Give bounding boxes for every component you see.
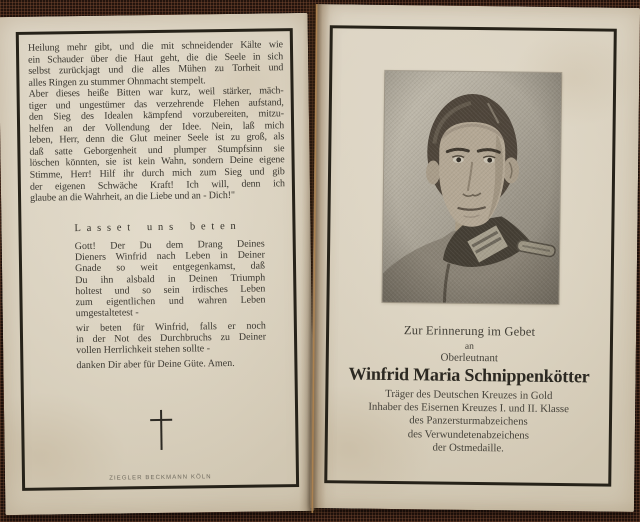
text-line: selbst zurückjagt und die alles Mühen zu Torheit und	[28, 62, 284, 77]
prayer-paragraph-2	[76, 320, 266, 357]
text-line: vollen Herrlichkeit stehen sollte -	[76, 343, 211, 357]
text-line: des Verwundetenabzeichens	[407, 427, 530, 442]
text-line: tiger und ungestümer das verzehrende Flehen aufstand,	[28, 96, 284, 112]
memorial-honors-list	[328, 387, 610, 456]
opening-paragraph-1	[28, 39, 284, 89]
prayer-text	[75, 238, 267, 371]
right-page	[310, 4, 640, 512]
printer-imprint: ZIEGLER BECKMANN KÖLN	[109, 474, 212, 482]
opening-text	[28, 39, 285, 204]
right-page-frame	[324, 25, 617, 486]
text-line: glaube an die Wahrheit, an die Liebe und an - Dich!"	[29, 190, 235, 204]
text-line: Stimme, Herr! Hilf ihr durch mich zum Sieg und gib	[29, 166, 285, 181]
text-line: Dieners Winfrid nach Leben in Deiner	[74, 249, 265, 264]
text-line: umgestaltetest -	[75, 307, 139, 320]
opening-paragraph-2	[29, 85, 286, 204]
text-line: wir beten für Winfrid, falls er noch	[75, 320, 266, 334]
left-page	[0, 13, 314, 515]
text-line: Aber dieses heiße Bitten war kurz, weil stärker, mäch-	[28, 85, 284, 100]
text-line: Träger des Deutschen Kreuzes in Gold	[385, 387, 553, 402]
text-line: Heilung mehr gibt, und die mit schneidender Kälte wie	[27, 39, 284, 54]
text-line: zum eigentlichen und wahren Leben	[75, 294, 266, 309]
prayer-heading: Lasset uns beten	[74, 220, 242, 234]
text-line: in der Not des Durchbruchs zu Deiner	[75, 331, 267, 346]
portrait-illustration	[382, 71, 561, 304]
text-line: den Sieg des Idealen kämpfend vorzubereiten, mitzu-	[28, 108, 284, 124]
text-line: Gnade so weit entgegenkamst, daß	[74, 260, 266, 275]
text-line: ein Schauder über die Haut geht, die die Seele in sich	[28, 50, 284, 66]
text-line: daß satte Geborgenheit und plumper Stumpfsinn sie	[29, 143, 285, 158]
text-line: helfen an der Vollendung der Idee. Nein, laß mich	[29, 120, 285, 135]
text-line: alles Ringen zu stummer Ohnmacht stempelt.	[28, 74, 206, 89]
text-line: Gott! Der Du dem Drang Deines	[74, 238, 265, 252]
left-page-frame	[16, 28, 299, 491]
left-page-content	[19, 31, 296, 488]
text-line: Du ihn alsbald in Deinen Triumph	[75, 272, 266, 286]
right-page-content	[327, 28, 614, 483]
text-line: der eigenen Schwäche Kraft! Ich will, denn ich	[29, 177, 285, 193]
text-line: der Ostmedaille.	[432, 441, 504, 455]
memorial-rank: Oberleutnant	[440, 351, 499, 365]
text-line: danken Dir aber für Deine Güte. Amen.	[76, 357, 235, 371]
prayer-paragraph-3	[76, 357, 266, 371]
prayer-paragraph-1	[75, 238, 266, 320]
text-line: leben, Herr, denn die Glut meiner Seele ist zu groß, als	[29, 131, 285, 147]
text-line: löschen könnten, sie ist kein Wahn, sondern Deine eigene	[29, 154, 285, 170]
text-line: holtest und so sein irdisches Leben	[75, 283, 266, 297]
soldier-portrait-photo	[382, 71, 561, 304]
memorial-name: Winfrid Maria Schnippenkötter	[348, 363, 590, 387]
memorial-intro-line: Zur Erinnerung im Gebet	[403, 323, 536, 339]
text-line: des Panzersturmabzeichens	[409, 414, 528, 429]
latin-cross-icon	[150, 410, 173, 450]
memorial-connector: an	[464, 341, 474, 352]
text-line: Inhaber des Eisernen Kreuzes I. und II. Klasse	[368, 400, 570, 416]
